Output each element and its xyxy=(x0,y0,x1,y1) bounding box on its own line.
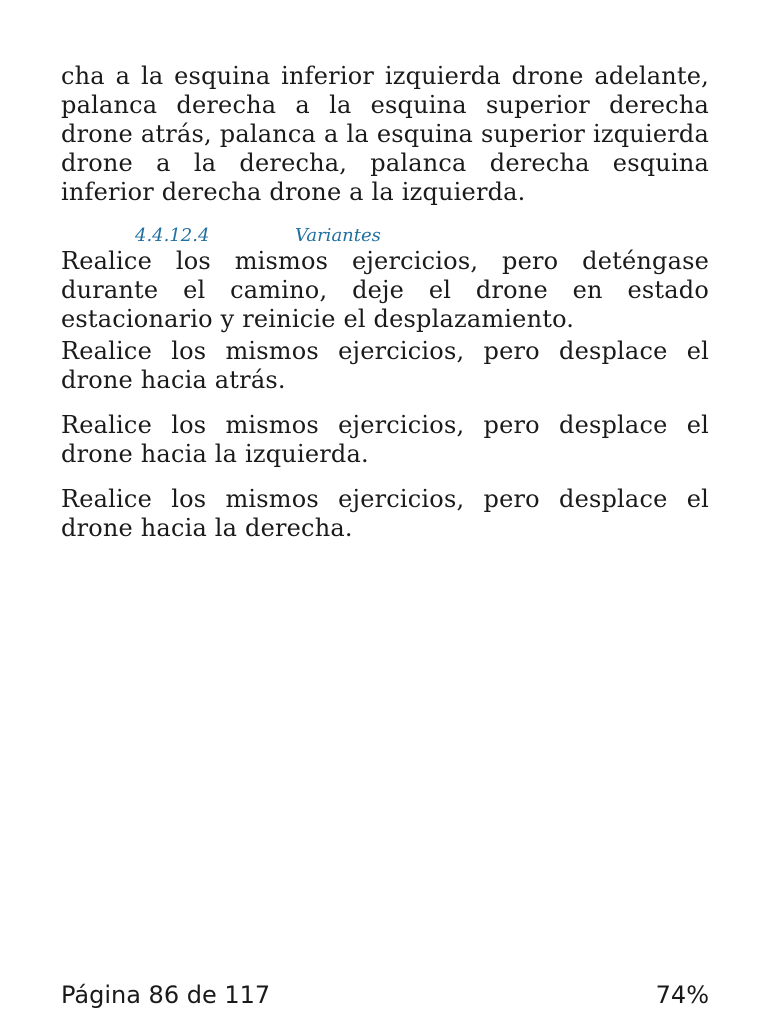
reader-page-content[interactable] xyxy=(61,62,709,543)
page-indicator: Página 86 de 117 xyxy=(61,981,271,1009)
section-title: Variantes xyxy=(295,225,381,246)
paragraph-2: Realice los mismos ejercicios, pero desplace el drone hacia atrás. xyxy=(61,337,709,394)
paragraph-1: Realice los mismos ejercicios, pero deténgase durante el camino, deje el drone en estado estacionario y reinicie el desplazamiento. xyxy=(61,247,709,333)
section-number: 4.4.12.4 xyxy=(135,225,210,246)
paragraph-3: Realice los mismos ejercicios, pero desplace el drone hacia la izquierda. xyxy=(61,411,709,468)
reader-footer xyxy=(61,980,709,1010)
intro-paragraph: cha a la esquina inferior izquierda drone adelante, palanca derecha a la esquina superior derecha drone atrás, palanca a la esquina superior izquierda drone a la derecha, palanca derecha esquina inferior derecha drone a la izquierda. xyxy=(61,62,709,206)
reading-progress: 74% xyxy=(655,981,709,1009)
paragraph-4: Realice los mismos ejercicios, pero desplace el drone hacia la derecha. xyxy=(61,485,709,542)
section-heading xyxy=(135,225,709,247)
